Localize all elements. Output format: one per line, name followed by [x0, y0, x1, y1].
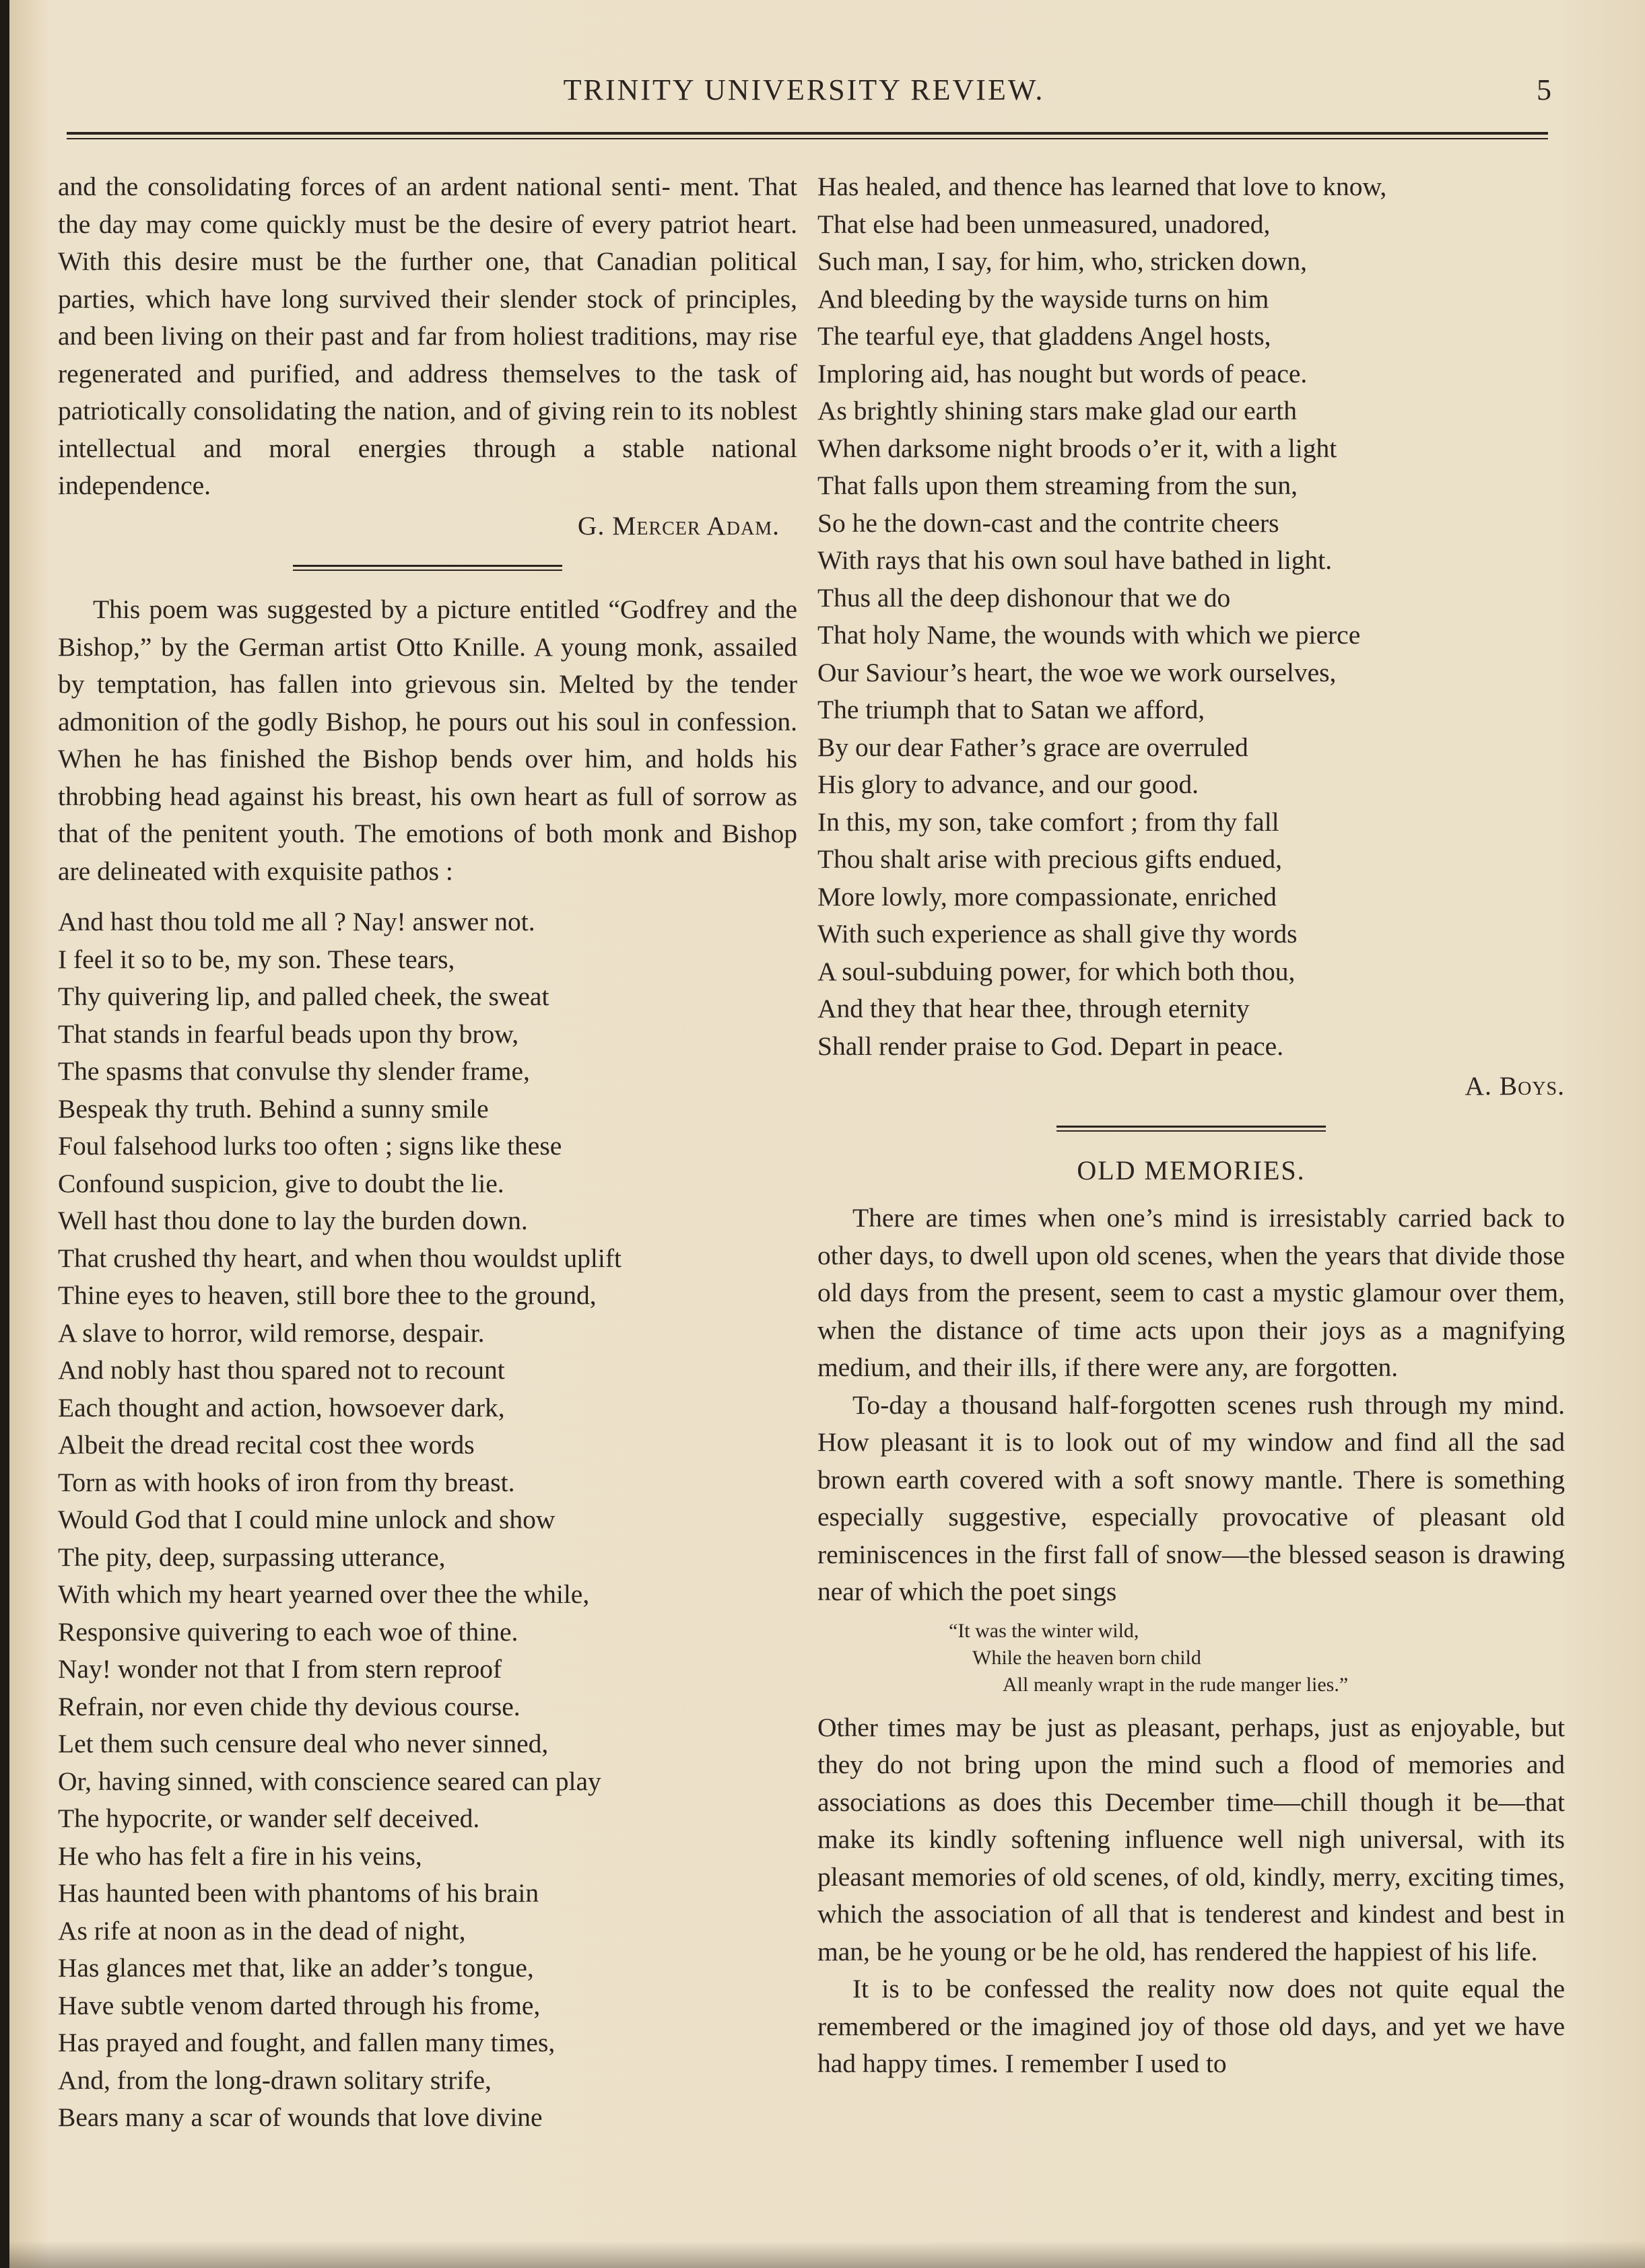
- poem-line: His glory to advance, and our good.: [817, 769, 1199, 799]
- poem-line: Albeit the dread recital cost thee words: [58, 1430, 475, 1459]
- poem-line: Has haunted been with phantoms of his brain: [58, 1878, 539, 1908]
- right-column: [817, 168, 1565, 2083]
- poem-line: The spasms that convulse thy slender frame,: [58, 1056, 530, 1086]
- poem-line: A soul-subduing power, for which both thou,: [817, 956, 1296, 986]
- poem-line: Has prayed and fought, and fallen many times,: [58, 2028, 556, 2057]
- quotation-line: “It was the winter wild,: [949, 1619, 1139, 1642]
- poem-line: That holy Name, the wounds with which we pierce: [817, 620, 1361, 650]
- article-paragraph: There are times when one’s mind is irresistably carried back to other days, to dwell upon old scenes, when the years that divide those old days from the present, seem to cast a mystic glamour over them, when the distance of time acts upon their joys as a magnifying medium, and their ills, if there were any, are forgotten.: [817, 1203, 1565, 1382]
- poem-line: So he the down-cast and the contrite cheers: [817, 508, 1279, 538]
- poem-line: Would God that I could mine unlock and show: [58, 1505, 556, 1534]
- poem-line: Has glances met that, like an adder’s tongue,: [58, 1953, 534, 1983]
- essay-closing-paragraph: and the consolidating forces of an ardent national senti- ment. That the day may come quickly must be the desire of every patriot heart. With this desire must be the further one, that Canadian political parties, which have long survived their slender stock of principles, and been living on their past and far from holiest traditions, may rise regenerated and purified, and address themselves to the task of patriotically consolidating the nation, and of giving rein to its noblest intellectual and moral energies through a stable national independence.: [58, 172, 797, 500]
- poem-line: Bears many a scar of wounds that love divine: [58, 2102, 543, 2132]
- poem-line: Thine eyes to heaven, still bore thee to the ground,: [58, 1280, 597, 1310]
- poem-line: With rays that his own soul have bathed in light.: [817, 545, 1333, 575]
- poem-line: Torn as with hooks of iron from thy breast.: [58, 1467, 515, 1497]
- essay-signature: G. Mercer Adam.: [577, 510, 780, 541]
- poem-line: Bespeak thy truth. Behind a sunny smile: [58, 1093, 489, 1124]
- poem-line: I feel it so to be, my son. These tears,: [58, 944, 455, 974]
- poem-line: Foul falsehood lurks too often ; signs like these: [58, 1131, 562, 1161]
- poem-line: Our Saviour’s heart, the woe we work ourselves,: [817, 657, 1337, 687]
- poem-line: He who has felt a fire in his veins,: [58, 1841, 422, 1871]
- poem-line: A slave to horror, wild remorse, despair.: [58, 1317, 485, 1348]
- poem-line: In this, my son, take comfort ; from thy fall: [817, 806, 1279, 837]
- poem-line: The triumph that to Satan we afford,: [817, 695, 1205, 724]
- poem-line: With which my heart yearned over thee the while,: [58, 1579, 590, 1609]
- poem-line: That stands in fearful beads upon thy brow,: [58, 1019, 519, 1049]
- poem-line: When darksome night broods o’er it, with a light: [817, 433, 1337, 463]
- article-paragraph: It is to be confessed the reality now does not quite equal the remembered or the imagined joy of those old days, and yet we have had happy times. I remember I used to: [817, 1974, 1565, 2078]
- poem-line: Such man, I say, for him, who, stricken down,: [817, 246, 1307, 276]
- poem-line: Imploring aid, has nought but words of peace.: [817, 358, 1308, 388]
- poem-line: That falls upon them streaming from the sun,: [817, 471, 1298, 500]
- poem-line: Shall render praise to God. Depart in peace.: [817, 1031, 1284, 1061]
- section-divider: [293, 565, 562, 571]
- section-divider: [1056, 1126, 1326, 1132]
- poem-line: By our dear Father’s grace are overruled: [817, 732, 1248, 762]
- running-title: TRINITY UNIVERSITY REVIEW.: [563, 73, 1045, 106]
- article-title: OLD MEMORIES.: [1077, 1155, 1306, 1185]
- page-header: [57, 73, 1551, 113]
- poem-line: Has healed, and thence has learned that love to know,: [817, 172, 1387, 201]
- poem-part-one: [58, 903, 797, 2137]
- poem-part-two: [817, 168, 1565, 1065]
- poem-line: Nay! wonder not that I from stern reproof: [58, 1654, 502, 1684]
- poem-introduction: This poem was suggested by a picture entitled “Godfrey and the Bishop,” by the German artist Otto Knille. A young monk, assailed by temptation, has fallen into grievous sin. Melted by the tender admonition of the godly Bishop, he pours out his soul in confession. When he has finished the Bishop bends over him, and holds his throbbing head against his breast, his own heart as full of sorrow as that of the penitent youth. The emotions of both monk and Bishop are delineated with exquisite pathos :: [58, 594, 797, 886]
- poem-line: Thus all the deep dishonour that we do: [817, 582, 1231, 613]
- poem-line: As brightly shining stars make glad our earth: [817, 396, 1297, 425]
- poem-line: The tearful eye, that gladdens Angel hosts,: [817, 321, 1271, 351]
- quotation-line: While the heaven born child: [972, 1646, 1201, 1669]
- poem-line: Thy quivering lip, and palled cheek, the sweat: [58, 982, 549, 1011]
- poem-line: And nobly hast thou spared not to recount: [58, 1355, 505, 1385]
- page-number: 5: [1537, 73, 1551, 106]
- poem-line: More lowly, more compassionate, enriched: [817, 881, 1277, 912]
- article-paragraph: To-day a thousand half-forgotten scenes rush through my mind. How pleasant it is to look out of my window and find all the sad brown earth covered with a soft snowy mantle. There is something especially suggestive, especially provocative of pleasant old reminiscences in the first fall of snow—the blessed season is drawing near of which the poet sings: [817, 1389, 1565, 1606]
- poem-line: The hypocrite, or wander self deceived.: [58, 1803, 480, 1833]
- poem-line: Thou shalt arise with precious gifts endued,: [817, 844, 1282, 874]
- poem-line: And, from the long-drawn solitary strife,: [58, 2065, 492, 2095]
- poem-line: With such experience as shall give thy words: [817, 919, 1298, 949]
- poem-line: Have subtle venom darted through his frome,: [58, 1990, 541, 2020]
- poem-line: That else had been unmeasured, unadored,: [817, 209, 1271, 239]
- poem-line: Each thought and action, howsoever dark,: [58, 1392, 505, 1422]
- poem-line: Confound suspicion, give to doubt the lie.: [58, 1168, 504, 1198]
- poem-line: Well hast thou done to lay the burden down.: [58, 1206, 528, 1235]
- quotation-line: All meanly wrapt in the rude manger lies.”: [1003, 1673, 1349, 1696]
- poem-line: Or, having sinned, with conscience seared can play: [58, 1766, 601, 1796]
- poem-line: Let them such censure deal who never sinned,: [58, 1729, 549, 1758]
- poem-line: As rife at noon as in the dead of night,: [58, 1915, 466, 1946]
- header-rule: [67, 132, 1548, 139]
- poem-quotation: [817, 1618, 1565, 1698]
- magazine-page: [9, 0, 1645, 2268]
- poem-line: And they that hear thee, through eternity: [817, 994, 1250, 1023]
- poem-line: That crushed thy heart, and when thou wouldst uplift: [58, 1243, 622, 1273]
- poem-signature: A. Boys.: [1465, 1071, 1565, 1101]
- poem-line: Refrain, nor even chide thy devious course.: [58, 1691, 521, 1721]
- left-column: [58, 168, 797, 2137]
- poem-line: And hast thou told me all ? Nay! answer not.: [58, 907, 535, 936]
- page-edge-shadow: [9, 2241, 1645, 2268]
- poem-line: Responsive quivering to each woe of thine.: [58, 1616, 518, 1647]
- article-paragraph: Other times may be just as pleasant, perhaps, just as enjoyable, but they do not bring upon the mind such a flood of memories and associations as does this December time—chill though it be—that make its kindly softening influence well nigh universal, with its pleasant memories of old scenes, of old, kindly, merry, exciting times, which the association of all that is tenderest and kindest and best in man, be he young or be he old, has rendered the happiest of his life.: [817, 1712, 1565, 1966]
- poem-line: And bleeding by the wayside turns on him: [817, 283, 1269, 314]
- poem-line: The pity, deep, surpassing utterance,: [58, 1542, 446, 1572]
